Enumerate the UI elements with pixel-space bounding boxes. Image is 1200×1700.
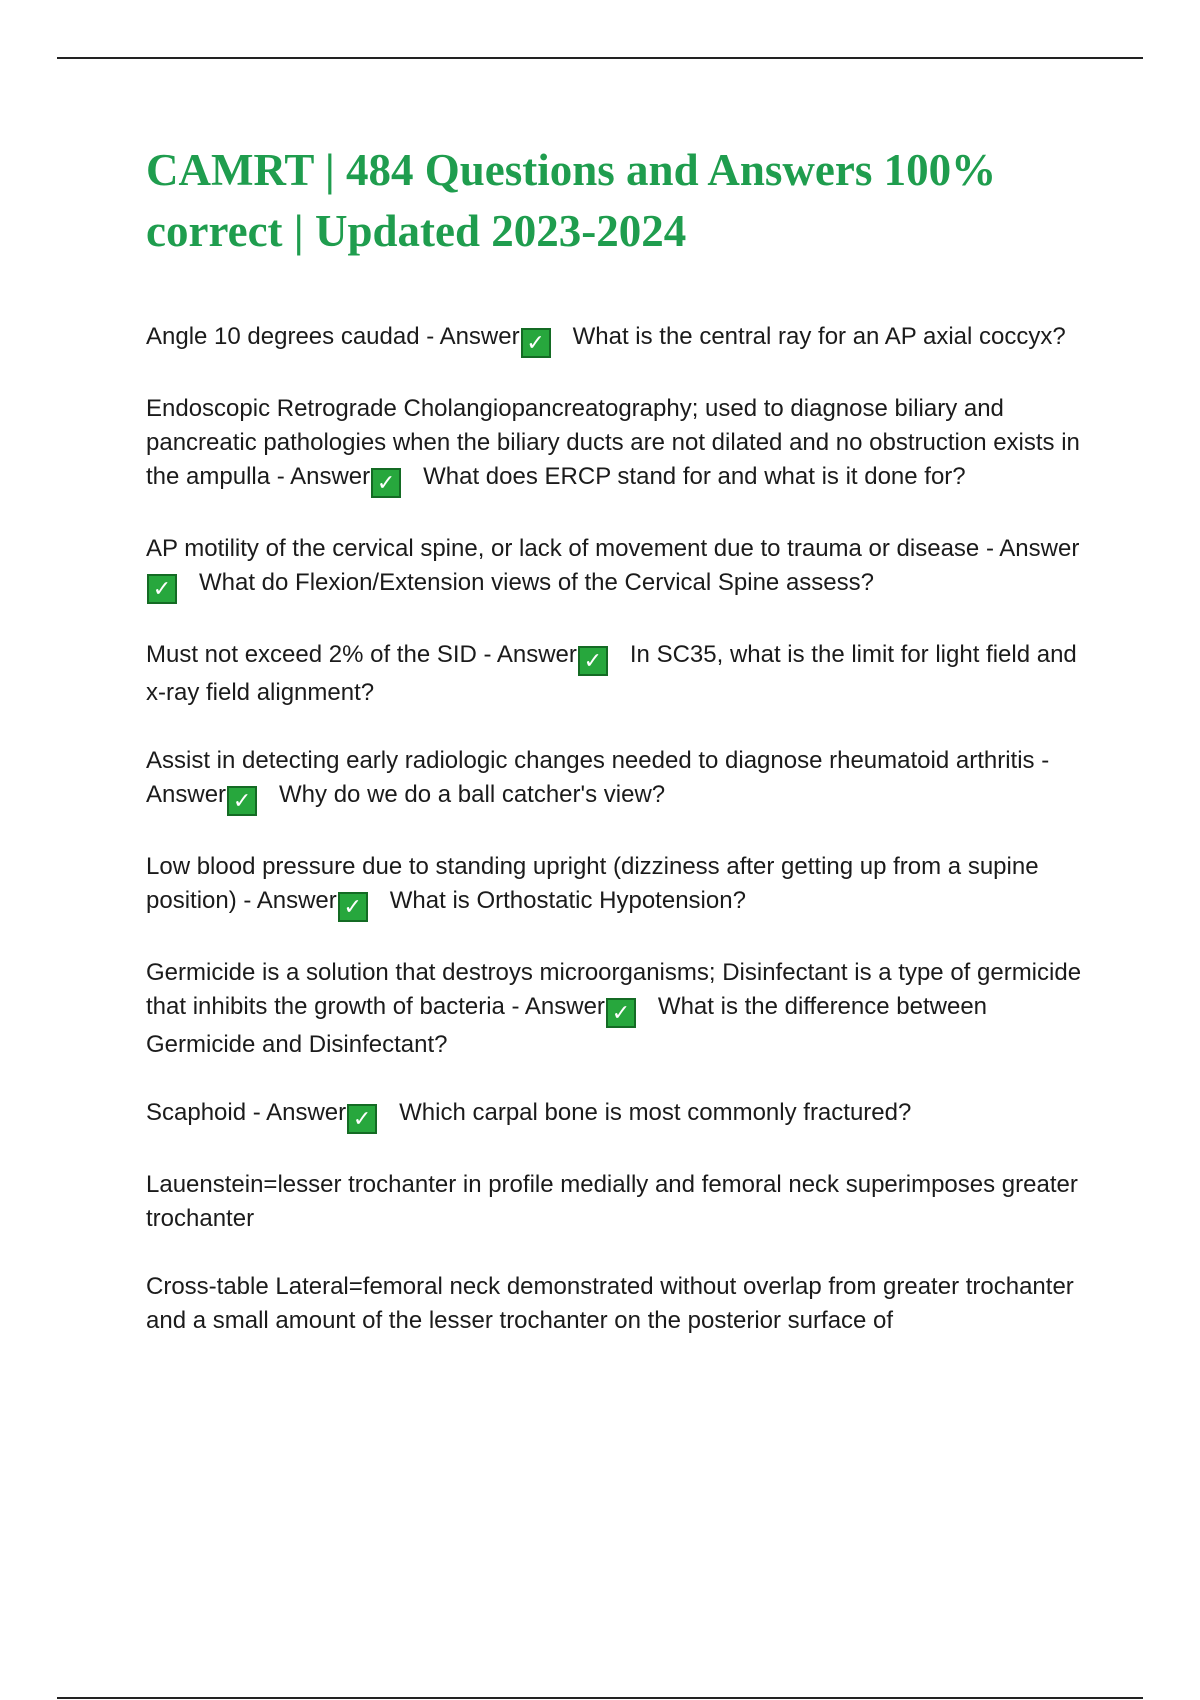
document-title: CAMRT | 484 Questions and Answers 100% correct | Updated 2023-2024 (146, 145, 997, 256)
qa-entry (146, 744, 1096, 816)
checkmark-icon: ✓ (371, 468, 401, 498)
qa-entry (146, 532, 1096, 604)
question-text: Why do we do a ball catcher's view? (279, 781, 666, 808)
question-text: Which carpal bone is most commonly fractured? (399, 1099, 912, 1126)
answer-text: Germicide is a solution that destroys microorganisms; Disinfectant is a type of germicide that inhibits the growth of bacteria (146, 959, 1082, 1020)
question-text: What is the difference between Germicide and Disinfectant? (146, 993, 988, 1058)
answer-text: Assist in detecting early radiologic changes needed to diagnose rheumatoid arthritis (146, 747, 1035, 774)
checkmark-icon: ✓ (227, 786, 257, 816)
answer-text: AP motility of the cervical spine, or lack of movement due to trauma or disease (146, 535, 980, 562)
bottom-rule (57, 1697, 1143, 1699)
qa-entry (146, 956, 1096, 1062)
answer-separator: - Answer (252, 1099, 347, 1126)
question-text: What do Flexion/Extension views of the Cervical Spine assess? (199, 569, 874, 596)
question-text: What does ERCP stand for and what is it done for? (423, 463, 966, 490)
checkmark-icon: ✓ (521, 328, 551, 358)
answer-text: Low blood pressure due to standing upright (dizziness after getting up from a supine position) (146, 853, 1039, 914)
answer-separator: - Answer (483, 641, 577, 668)
answer-separator: - Answer (985, 535, 1080, 562)
qa-entry (146, 320, 1096, 358)
answer-separator: - Answer (426, 323, 520, 350)
question-text: In SC35, what is the limit for light field and x-ray field alignment? (146, 641, 1077, 706)
checkmark-icon: ✓ (578, 646, 608, 676)
qa-entry (146, 638, 1096, 710)
question-text: What is Orthostatic Hypotension? (389, 887, 746, 914)
answer-text: Endoscopic Retrograde Cholangiopancreatography; used to diagnose biliary and pancreatic pathologies when the biliary ducts are not dilated and no obstruction exists in the ampulla (146, 395, 1080, 490)
checkmark-icon: ✓ (347, 1104, 377, 1134)
question-text: What is the central ray for an AP axial coccyx? (572, 323, 1066, 350)
answer-text: Angle 10 degrees caudad (146, 323, 420, 350)
document-body (146, 140, 1096, 1372)
answer-separator: - Answer (146, 747, 1050, 808)
qa-entry (146, 392, 1096, 498)
qa-entry (146, 1096, 1096, 1134)
top-rule (57, 57, 1143, 59)
answer-text: Scaphoid (146, 1099, 247, 1126)
qa-entry (146, 850, 1096, 922)
note-paragraph: Cross-table Lateral=femoral neck demonstrated without overlap from greater trochanter and a small amount of the lesser trochanter on the posterior surface of (146, 1273, 1074, 1334)
checkmark-icon: ✓ (147, 574, 177, 604)
answer-text: Must not exceed 2% of the SID (146, 641, 477, 668)
note-paragraph: Lauenstein=lesser trochanter in profile medially and femoral neck superimposes greater trochanter (146, 1171, 1078, 1232)
checkmark-icon: ✓ (338, 892, 368, 922)
answer-separator: - Answer (276, 463, 371, 490)
answer-separator: - Answer (511, 993, 605, 1020)
checkmark-icon: ✓ (606, 998, 636, 1028)
answer-separator: - Answer (243, 887, 337, 914)
